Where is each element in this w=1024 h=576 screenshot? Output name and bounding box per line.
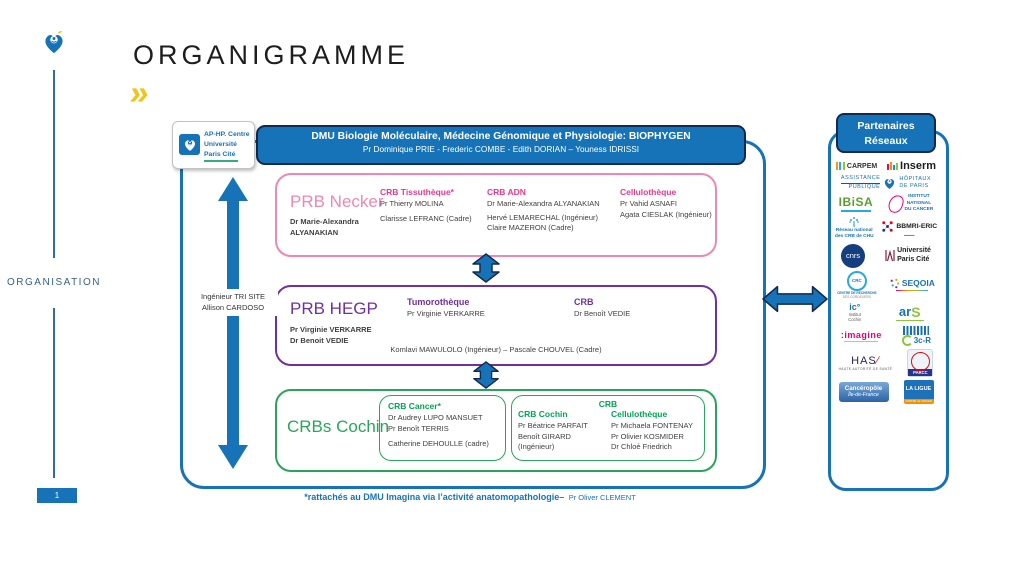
tree-icon [847, 216, 861, 228]
partner-logo-universite-paris-cite [885, 247, 931, 265]
aphp-badge-underline [204, 160, 238, 162]
aphp-badge-text: AP-HP. Centre Université Paris Cité [204, 131, 250, 158]
double-arrow-vertical-icon [217, 177, 249, 469]
logo-row [831, 326, 941, 346]
double-arrow-vertical-icon [471, 361, 501, 389]
cochin-title: CRBs Cochin [287, 417, 390, 436]
hegp-cochin-arrow [471, 361, 501, 389]
tri-site-label: Ingénieur TRI SITE Allison CARDOSO [188, 289, 278, 316]
aphp-badge-square [179, 134, 200, 155]
dmu-title: DMU Biologie Moléculaire, Médecine Génomique et Physiologie: BIOPHYGEN [311, 131, 691, 142]
partner-logo-3cr: 3c-R [902, 326, 931, 346]
partner-logo-imagine: :imagine [840, 329, 882, 340]
footnote [180, 487, 760, 505]
bbmri-tagline: ▬▬▬ [903, 232, 915, 237]
partner-logo-crc: CRC CENTRE DE RECHERCHE DES CORDELIERS [837, 271, 877, 299]
footnote-name: Pr Oliver CLEMENT [568, 493, 636, 502]
logo-row [831, 302, 941, 323]
logo-row [831, 271, 941, 299]
hegp-title: PRB HEGP [290, 299, 378, 318]
partner-logo-parcc [907, 349, 933, 377]
cochin-crb-box: CRB CRB Cochin Pr Béatrice PARFAIT Benoît GIRARD (Ingénieur) Cellulothèque Pr Michaela FONTENAY Pr Olivier KOSMIDER Dr Chloé Friedrich [511, 395, 705, 461]
3cr-swoosh-icon [902, 335, 913, 346]
heart-icon [42, 31, 66, 55]
tri-site-arrow [217, 177, 249, 469]
ibisa-tagline-bar [841, 210, 871, 212]
seqoia-burst-icon [889, 278, 900, 289]
logo-row [831, 216, 941, 240]
cochin-cellulotheque-col: Cellulothèque Pr Michaela FONTENAY Pr Olivier KOSMIDER Dr Chloé Friedrich [611, 409, 693, 451]
necker-unit-cellulotheque: Cellulothèque Pr Vahid ASNAFI Agata CIESLAK (Ingénieur) [620, 187, 712, 219]
partner-logo-laligue [904, 380, 934, 404]
laligue-box: LA LIGUE CONTRE LE CANCER [904, 380, 934, 404]
parcc-emblem: PARCC [907, 349, 933, 377]
seqoia-tagline-bar [896, 290, 928, 292]
necker-hegp-arrow [471, 253, 501, 283]
partner-logo-has: HAS∕ HAUTE AUTORITÉ DE SANTÉ [838, 354, 893, 371]
partners-link-arrow [762, 281, 828, 317]
reseau-crb-text: Réseau national des CRB de CHU [834, 228, 874, 240]
necker-unit-adn: CRB ADN Dr Marie-Alexandra ALYANAKIAN Hervé LEMARECHAL (Ingénieur) Claire MAZERON (Cadre) [487, 187, 600, 232]
partners-logos [831, 160, 941, 404]
partner-logo-cnrs [841, 244, 865, 268]
sidebar-divider-bottom [53, 308, 55, 478]
has-wordmark: HAS∕ [851, 354, 880, 367]
prb-hegp-box [275, 285, 717, 366]
aphp-right-text: HÔPITAUX DE PARIS [899, 175, 932, 190]
ars-tagline-bar [896, 320, 924, 322]
canceropole-box: Cancéropôle Île-de-France [839, 382, 889, 402]
hegp-lead-2: Dr Benoit VEDIE [290, 336, 349, 345]
hegp-footer-staff: Komlavi MAWULOLO (Ingénieur) – Pascale CHOUVEL (Cadre) [390, 345, 602, 354]
upc-text: Université Paris Cité [897, 246, 931, 263]
inca-figure-icon [886, 193, 904, 214]
necker-title: PRB Necker [290, 192, 384, 211]
heart-icon [183, 138, 197, 152]
dmu-team: Pr Dominique PRIE - Frederic COMBE - Edith DORIAN – Youness IDRISSI [362, 144, 640, 154]
partner-logo-carpem: CARPEM [836, 162, 877, 170]
aphp-heart-logo [42, 31, 66, 55]
partner-logo-canceropole [839, 382, 889, 402]
partner-logo-seqoia: SEQOIA [889, 278, 935, 292]
double-arrow-vertical-icon [471, 253, 501, 283]
3cr-barcode [903, 326, 929, 335]
dmu-header [256, 125, 746, 165]
cochin-crb-cochin-col: CRB Cochin Pr Béatrice PARFAIT Benoît GIRARD (Ingénieur) [518, 409, 588, 451]
partner-logo-institut-cochin: ic° Institut Cochin [848, 301, 862, 323]
logo-row [831, 194, 941, 213]
partner-logo-reseau-crb [835, 216, 874, 240]
cochin-crb-columns [518, 409, 698, 453]
page-title: ORGANIGRAMME [133, 40, 410, 70]
hegp-unit-tumorotheque: Tumorothèque Pr Virginie VERKARRE [407, 297, 485, 318]
necker-lead: Dr Marie-Alexandra ALYANAKIAN [290, 217, 359, 237]
partner-logo-bbmri: BBMRI-ERIC ▬▬▬ [881, 220, 937, 238]
crc-circle: CRC [847, 271, 867, 291]
logo-row [831, 380, 941, 404]
logo-row [831, 244, 941, 268]
partner-logo-ibisa: IBiSA [839, 195, 874, 212]
inca-text: INSTITUT NATIONAL DU CANCER [904, 194, 934, 212]
hegp-lead-1: Pr Virginie VERKARRE [290, 325, 372, 334]
hegp-unit-crb: CRB Dr Benoît VEDIE [574, 297, 631, 318]
aphp-centre-badge [172, 121, 255, 169]
sidebar-section-label: ORGANISATION [7, 277, 101, 288]
prb-necker-box [275, 173, 717, 257]
logo-row [831, 349, 941, 377]
crbs-cochin-box [275, 389, 717, 472]
upc-monogram-icon [885, 249, 895, 262]
cnrs-circle: cnrs [841, 244, 865, 268]
partners-header: Partenaires Réseaux [836, 113, 936, 153]
partner-logo-inserm: Inserm [887, 160, 936, 172]
cochin-crb-cancer-box: CRB Cancer* Dr Audrey LUPO MANSUET Pr Benoît TERRIS Catherine DEHOULLE (cadre) [379, 395, 506, 461]
heart-icon [883, 177, 896, 190]
page-number-badge: 1 [37, 488, 77, 503]
partner-logo-inca [889, 194, 934, 213]
double-arrow-horizontal-icon [762, 281, 828, 317]
logo-row [831, 160, 941, 172]
network-icon [881, 220, 894, 233]
partner-logo-aphp [831, 175, 941, 191]
inserm-bars-icon [887, 162, 898, 170]
footnote-text: *rattachés au DMU Imagina via l’activité anatomopathologie– [304, 492, 565, 502]
imagine-tagline-bar [844, 341, 878, 342]
necker-unit-tissutheque: CRB Tissuthèque* Pr Thierry MOLINA Clarisse LEFRANC (Cadre) [380, 187, 472, 223]
sidebar-divider-top [53, 70, 55, 258]
carpem-figures-icon [836, 162, 845, 170]
chevron-decoration-icon: » [127, 74, 152, 112]
partner-logo-ars: ar S [896, 304, 924, 322]
aphp-left-text: ASSISTANCE PUBLIQUE [840, 175, 881, 190]
